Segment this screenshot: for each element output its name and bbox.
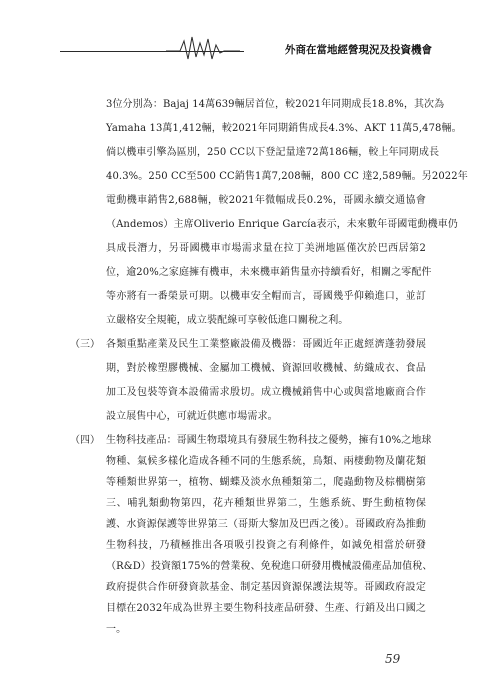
text-line: 加工及包裝等資本設備需求殷切。成立機械銷售中心或與當地廠商合作 [106,387,426,398]
page-header [0,0,480,80]
section-marker: （三） [70,339,100,350]
text-line: 位，逾20%之家庭擁有機車，未來機車銷售量亦持續看好，相關之零配件 [106,267,432,278]
section-marker: （四） [70,435,100,446]
header-wave-ornament [166,35,240,61]
text-line: 物種、氣候多樣化造成各種不同的生態系統，鳥類、兩棲動物及蘭花類 [106,456,426,467]
text-line: 一。 [106,624,127,635]
text-line: 等種類世界第一，植物、蝴蝶及淡水魚種類第二，爬蟲動物及棕櫚樹第 [106,477,426,488]
page-number: 59 [385,652,401,666]
text-line: 倘以機車引擎為區別，250 CC以下登記量達72萬186輛，較上年同期成長 [106,147,440,158]
text-line: 電動機車銷售2,688輛，較2021年微幅成長0.2%，哥國永續交通協會 [106,195,426,206]
text-line: 三、哺乳類動物第四，花卉種類世界第二，生態系統、野生動植物保 [106,498,426,509]
text-line: （R&D）投資額175%的營業稅、免稅進口研發用機械設備產品加值稅、 [106,561,433,572]
text-line: 政府提供合作研發資款基金、制定基因資源保護法規等。哥國政府設定 [106,582,426,593]
text-line: 40.3%。250 CC至500 CC銷售1萬7,208輛，800 CC 達2,589輛。另2022年 [106,171,468,182]
text-line: 期，對於橡塑膠機械、金屬加工機械、資源回收機械、紡織成衣、食品 [106,363,426,374]
text-line: 各類重點產業及民生工業整廠設備及機器：哥國近年正處經濟蓬勃發展 [106,339,426,350]
text-line: 立嚴格安全規範，成立裝配線可享較低進口關稅之利。 [106,315,349,326]
text-line: 目標在2032年成為世界主要生物科技產品研發、生產、行銷及出口國之 [106,603,426,614]
text-line: （Andemos）主席Oliverio Enrique García表示，未來數年哥國電動機車仍 [106,219,458,230]
text-line: 生物科技，乃積極推出各項吸引投資之有利條件，如減免相當於研發 [106,540,426,551]
text-line: 生物科技產品：哥國生物環境具有發展生物科技之優勢，擁有10%之地球 [106,435,432,446]
text-line: 設立展售中心，可就近供應市場需求。 [106,411,278,422]
text-line: 等亦將有一番榮景可期。以機車安全帽而言，哥國幾乎仰賴進口，並訂 [106,291,426,302]
text-line: 具成長潛力，另哥國機車市場需求量在拉丁美洲地區僅次於巴西居第2 [106,243,426,254]
header-title: 外商在當地經營現況及投資機會 [244,42,432,57]
text-line: Yamaha 13萬1,412輛，較2021年同期銷售成長4.3%、AKT 11萬5,478輛。 [106,123,462,134]
text-line: 3位分別為：Bajaj 14萬639輛居首位，較2021年同期成長18.8%，其次為 [106,99,445,110]
text-line: 護、水資源保護等世界第三（哥斯大黎加及巴西之後）。哥國政府為推動 [106,519,426,530]
